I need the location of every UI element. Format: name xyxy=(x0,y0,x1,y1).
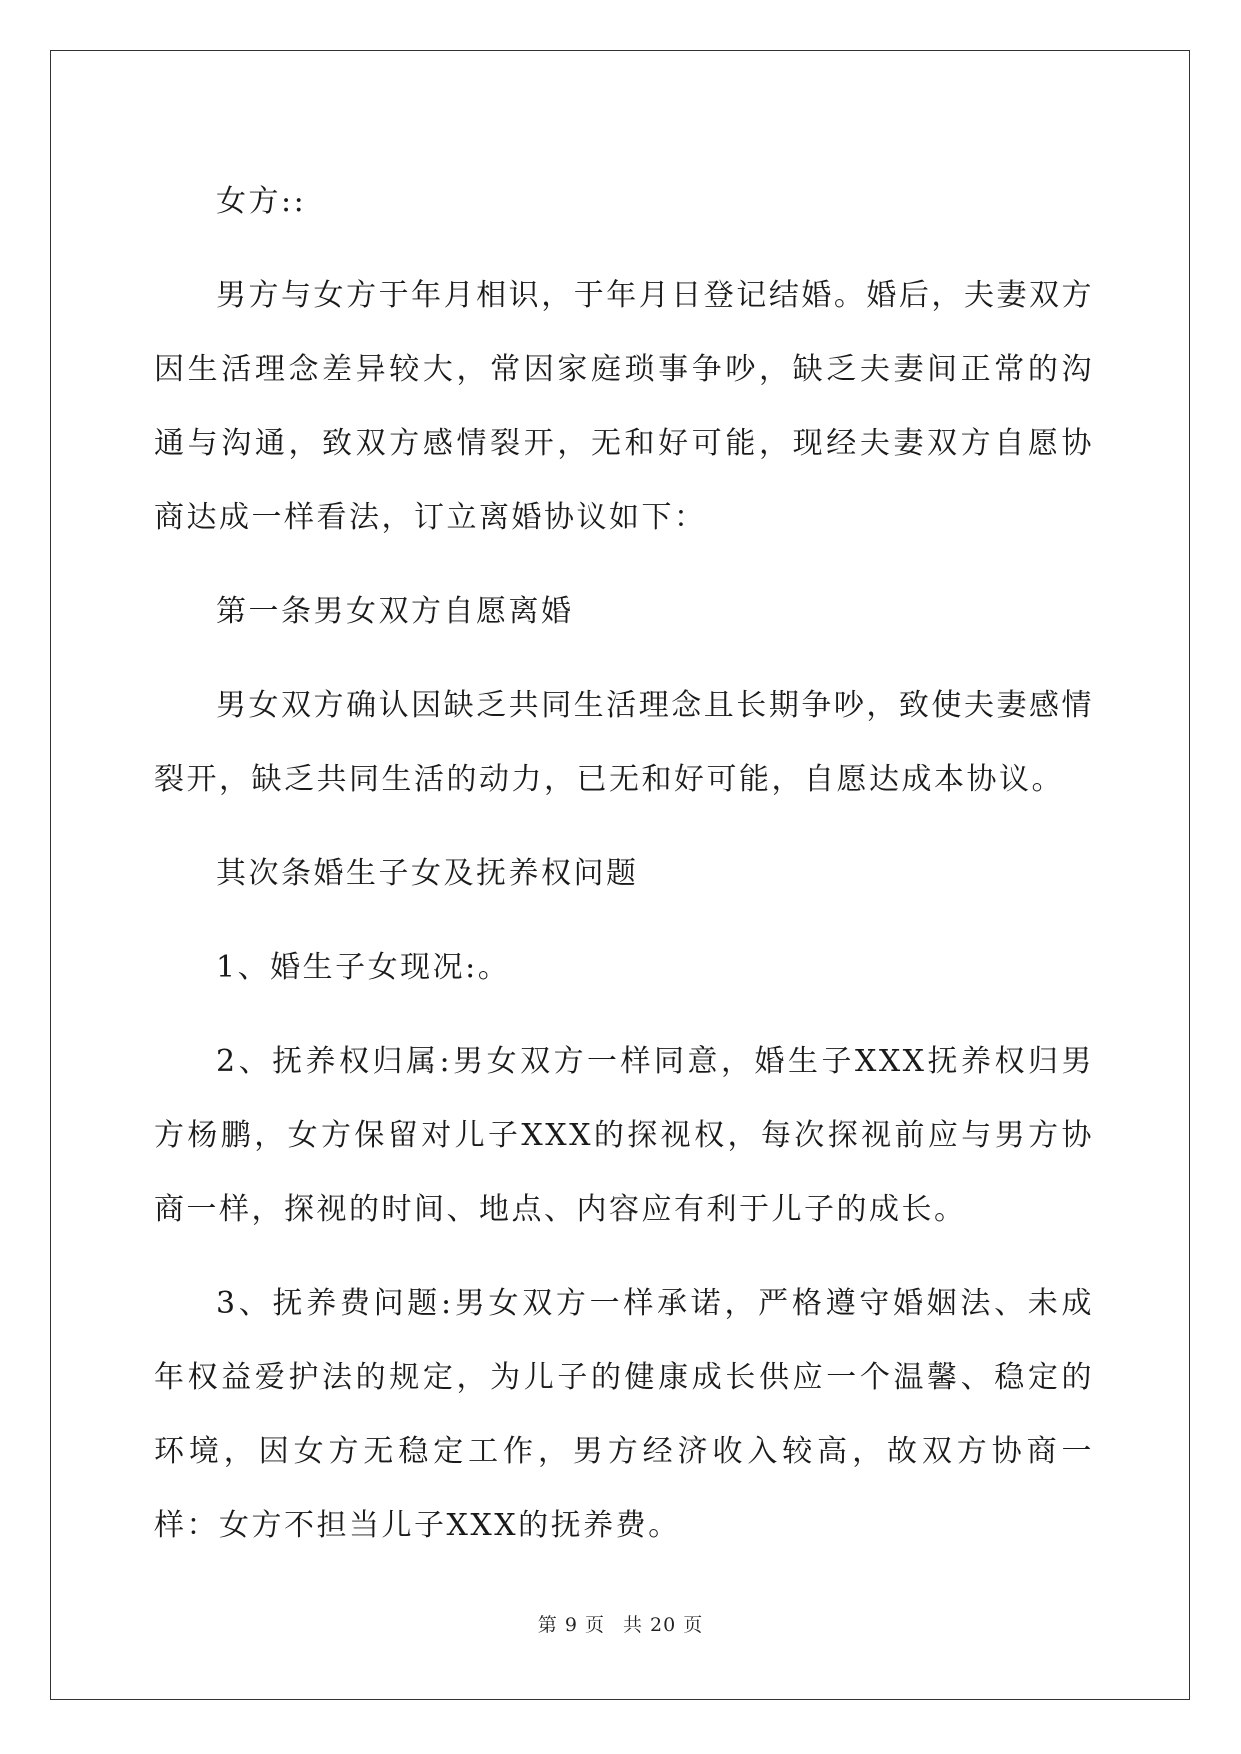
paragraph-preamble: 男方与女方于年月相识，于年月日登记结婚。婚后，夫妻双方因生活理念差异较大，常因家庭琐事争吵，缺乏夫妻间正常的沟通与沟通，致双方感情裂开，无和好可能，现经夫妻双方自愿协商达成一样看法，订立离婚协议如下： xyxy=(154,278,1094,535)
paragraph-party-female: 女方:: xyxy=(216,184,307,219)
paragraph-child-support: 3、抚养费问题:男女双方一样承诺，严格遵守婚姻法、未成年权益爱护法的规定，为儿子的健康成长供应一个温馨、稳定的环境，因女方无稳定工作，男方经济收入较高，故双方协商一样：女方不担当儿子XXX的抚养费。 xyxy=(154,1286,1094,1543)
paragraph-article-1: 男女双方确认因缺乏共同生活理念且长期争吵，致使夫妻感情裂开，缺乏共同生活的动力，已无和好可能，自愿达成本协议。 xyxy=(154,688,1094,797)
heading-article-2: 其次条婚生子女及抚养权问题 xyxy=(216,856,639,891)
document-body xyxy=(154,165,1094,1583)
paragraph-children-status: 1、婚生子女现况:。 xyxy=(216,950,511,985)
paragraph-custody: 2、抚养权归属:男女双方一样同意，婚生子XXX抚养权归男方杨鹏，女方保留对儿子XXX的探视权，每次探视前应与男方协商一样，探视的时间、地点、内容应有利于儿子的成长。 xyxy=(154,1044,1094,1227)
page-footer xyxy=(0,1610,1241,1637)
page-total: 共 20 页 xyxy=(622,1614,704,1636)
heading-article-1: 第一条男女双方自愿离婚 xyxy=(216,594,574,629)
page-number: 第 9 页 xyxy=(537,1614,605,1636)
